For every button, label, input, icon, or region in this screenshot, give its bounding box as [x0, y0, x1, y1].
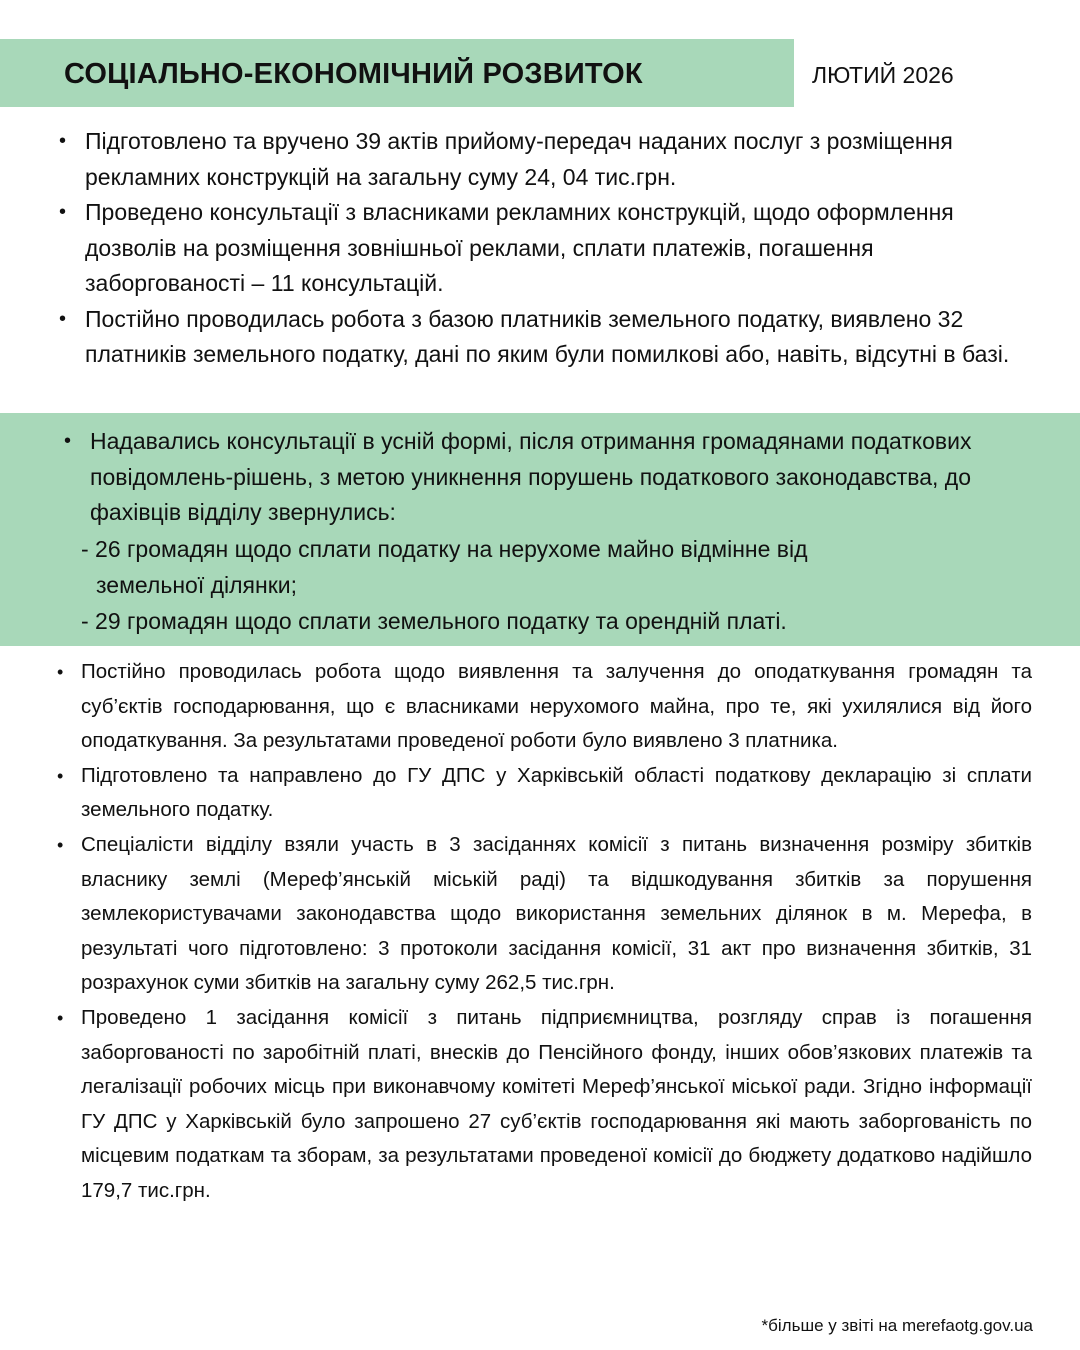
- list-item: • Проведено 1 засідання комісії з питань підприємництва, розгляду справ із погашення заборгованості по заробітній платі, внесків до Пенсійного фонду, інших обов’язкових платежів та легалізації робочих місць при виконавчому комітеті Мереф’янської міської ради. Згідно інформації ГУ ДПС у Харківській було запрошено 27 суб’єктів господарювання які мають заборгованість по місцевим податкам та зборам, за результатами проведеної комісії до бюджету додатково надійшло 179,7 тис.грн.: [0, 1001, 1080, 1209]
- report-date: ЛЮТИЙ 2026: [812, 62, 954, 88]
- bullet-icon: •: [57, 834, 64, 855]
- sub-item: - 29 громадян щодо сплати земельного податку та орендній платі.: [81, 607, 787, 634]
- page-title: СОЦІАЛЬНО-ЕКОНОМІЧНИЙ РОЗВИТОК: [64, 58, 643, 90]
- footer-source-note: *більше у звіті на merefaotg.gov.ua: [761, 1316, 1033, 1335]
- bullet-list: [0, 413, 1080, 531]
- bullet-icon: •: [57, 765, 64, 786]
- bullet-icon: •: [57, 662, 64, 682]
- list-item: • Спеціалісти відділу взяли участь в 3 засіданнях комісії з питань визначення розміру збитків власнику землі (Мереф’янській міській раді) та відшкодування збитків за порушення землекористувачами законодавства щодо використання земельних ділянок в м. Мерефа, в результаті чого підготовлено: 3 протоколи засідання комісії, 31 акт про визначення збитків, 31 розрахунок суми збитків на загальну суму 262,5 тис.грн.: [0, 828, 1080, 1001]
- section-tax-and-commissions: [0, 655, 1080, 1209]
- bullet-icon: •: [59, 201, 67, 223]
- bullet-list: [0, 655, 1080, 1209]
- bullet-icon: •: [57, 1007, 64, 1028]
- sub-item: - 26 громадян щодо сплати податку на нерухоме майно відмінне від земельної ділянки;: [81, 535, 808, 598]
- section-advertising-and-land-tax: [0, 124, 1080, 373]
- list-item: • Підготовлено та вручено 39 актів прийому-передач наданих послуг з розміщення рекламних конструкцій на загальну суму 24, 04 тис.грн.: [0, 124, 1080, 195]
- list-item: • Надавались консультації в усній формі, після отримання громадянами податкових повідомлень-рішень, з метою уникнення порушень податкового законодавства, до фахівців відділу звернулись:: [0, 424, 1080, 531]
- bullet-icon: •: [59, 307, 67, 330]
- bullet-icon: •: [59, 130, 67, 152]
- list-item: • Підготовлено та направлено до ГУ ДПС у Харківській області податкову декларацію зі сплати земельного податку.: [0, 759, 1080, 828]
- list-item: • Проведено консультації з власниками рекламних конструкцій, щодо оформлення дозволів на розміщення зовнішньої реклами, сплати платежів, погашення заборгованості – 11 консультацій.: [0, 195, 1080, 302]
- bullet-icon: •: [64, 430, 72, 452]
- list-item: • Постійно проводилась робота щодо виявлення та залучення до оподаткування громадян та суб’єктів господарювання, що є власниками нерухомого майна, про те, які ухилялися від його оподаткування. За результатами проведеної роботи було виявлено 3 платника.: [0, 655, 1080, 759]
- section-consultations-highlight: [0, 413, 1080, 646]
- list-item: • Постійно проводилась робота з базою платників земельного податку, виявлено 32 платників земельного податку, дані по яким були помилкові або, навіть, відсутні в базі.: [0, 302, 1080, 373]
- bullet-list: [0, 124, 1080, 373]
